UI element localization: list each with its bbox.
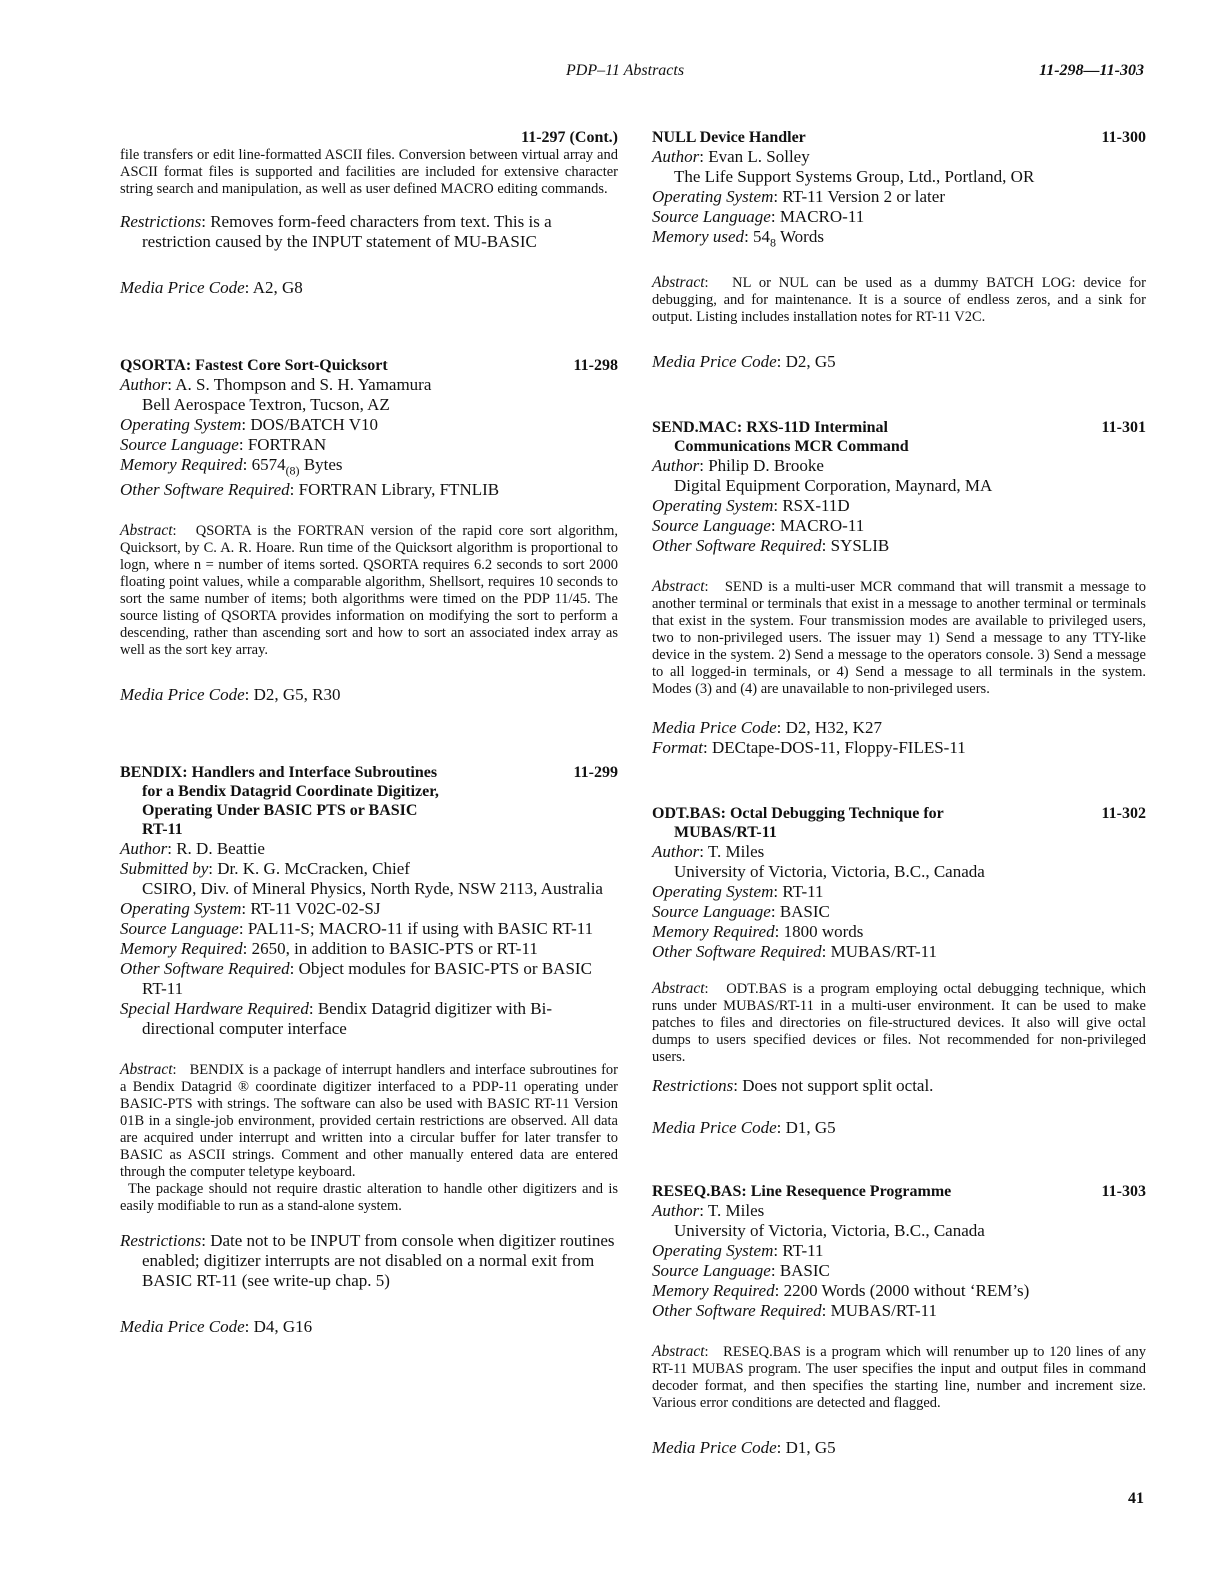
mem-value: 1800 words	[783, 922, 864, 942]
restrictions-label: Restrictions	[120, 1231, 202, 1251]
price-label: Media Price Code	[652, 1438, 777, 1458]
media-price-code: Media Price Code: D2, G5	[652, 352, 836, 372]
author: Author: A. S. Thompson and S. H. Yamamura	[120, 375, 432, 394]
os-label: Operating System	[652, 882, 774, 902]
mem-value: 54	[753, 227, 771, 246]
abstract-text: BENDIX is a package of interrupt handlers and interface subroutines for a Bendix Datagrid ® coordinate digitizer interfaced to a PDP-11 operating under BASIC-PTS with strings. The software can also be used with BASIC RT-11 Version 01B in a single-job environment, provided certain restrictions are observed. All data are acquired under interrupt and written into a circular buffer for later transfer to BASIC as ASCII strings. Comment and other manually entered data are entered through the computer teletype keyboard.	[120, 1062, 618, 1181]
os-label: Operating System	[120, 899, 242, 919]
os-label: Operating System	[652, 187, 774, 206]
abstract-label: Abstract	[120, 1061, 173, 1079]
other-software: Other Software Required: Object modules for BASIC-PTS or BASIC RT-11	[120, 959, 592, 999]
entry-number: 11-303	[1101, 1183, 1146, 1201]
memory-required: Memory Required: $6574_{(8)}$ Bytes	[120, 455, 343, 478]
entry-number: 11-301	[1101, 419, 1146, 437]
entry-title	[120, 763, 540, 839]
operating-system: Operating System: RSX-11D	[652, 496, 850, 516]
abstract-text: ODT.BAS is a program employing octal debugging technique, which runs under MUBAS/RT-11 in a multi-user environment. It can be used to make patches to files and directories on file-structured devices. It also will give octal dumps to users specified devices or files. Not recommended for non-privileged users.	[652, 981, 1147, 1066]
other-software: Other Software Required: MUBAS/RT-11	[652, 942, 938, 962]
entry-title: RESEQ.BAS: Line Resequence Programme	[652, 1183, 952, 1201]
other-sw-label: Other Software Required	[652, 536, 822, 556]
running-head-range: 11-298—11-303	[1039, 62, 1144, 79]
media-price-code: Media Price Code: D4, G16	[120, 1317, 313, 1337]
abstract-text: NL or NUL can be used as a dummy BATCH LOG: device for debugging, and for maintenance. It is a source of endless zeros, and a sink for output. Listing includes installation notes for RT-11 V2C.	[652, 275, 1147, 326]
mem-label: Memory used	[652, 227, 745, 246]
lang-label: Source Language	[120, 919, 239, 939]
entry-11-303	[652, 1182, 1146, 1458]
os-label: Operating System	[120, 415, 242, 434]
os-value: RT-11 V02C-02-SJ	[250, 899, 381, 919]
other-sw-value: FORTRAN Library, FTNLIB	[298, 480, 500, 500]
other-sw-label: Other Software Required	[652, 1301, 822, 1321]
mem-label: Memory Required	[652, 1281, 775, 1301]
affiliation: Digital Equipment Corporation, Maynard, MA	[674, 476, 993, 496]
other-sw-value: SYSLIB	[830, 536, 890, 556]
author: Author: T. Miles	[652, 842, 765, 862]
lang-value: BASIC	[779, 902, 830, 922]
source-language: Source Language: FORTRAN	[120, 435, 327, 454]
price-label: Media Price Code	[120, 278, 245, 297]
os-value: RT-11	[782, 1241, 824, 1261]
restrictions-label: Restrictions	[120, 212, 202, 231]
source-language: Source Language: BASIC	[652, 902, 830, 922]
format: Format: DECtape-DOS-11, Floppy-FILES-11	[652, 738, 966, 758]
entry-number: 11-302	[1101, 805, 1146, 823]
media-price-code: Media Price Code: D2, H32, K27	[652, 718, 882, 738]
abstract-label: Abstract	[652, 1343, 705, 1361]
author-label: Author	[652, 842, 700, 862]
source-language: Source Language: MACRO-11	[652, 207, 865, 226]
author-label: Author	[652, 456, 700, 476]
price-label: Media Price Code	[652, 718, 777, 738]
os-value: RSX-11D	[782, 496, 850, 516]
entry-title: NULL Device Handler	[652, 129, 806, 146]
other-sw-value: Object modules for BASIC-PTS or BASIC RT-11	[142, 959, 592, 999]
running-head-title: PDP–11 Abstracts	[566, 62, 685, 79]
restrictions: Restrictions: Date not to be INPUT from console when digitizer routines enabled; digitizer interrupts are not disabled on a normal exit from BASIC RT-11 (see write-up chap. 5)	[120, 1231, 615, 1291]
operating-system: Operating System: RT-11 V02C-02-SJ	[120, 899, 381, 919]
source-language: Source Language: MACRO-11	[652, 516, 865, 536]
entry-title: QSORTA: Fastest Core Sort-Quicksort	[120, 357, 388, 374]
memory-required: Memory Required: 2650, in addition to BASIC-PTS or RT-11	[120, 939, 538, 959]
title-line-4: RT-11	[142, 821, 183, 839]
title-line-2: Communications MCR Command	[674, 438, 909, 456]
mem-value: 2200 Words (2000 without ‘REM’s)	[783, 1281, 1030, 1301]
title-line-1: BENDIX: Handlers and Interface Subroutines	[120, 764, 438, 782]
entry-11-297-cont	[120, 128, 618, 298]
memory-required: Memory Required: 1800 words	[652, 922, 864, 942]
author: Author: Evan L. Solley	[652, 147, 810, 166]
title-line-3: Operating Under BASIC PTS or BASIC	[142, 802, 418, 820]
special-hw-label: Special Hardware Required	[120, 999, 309, 1019]
submitted-label: Submitted by	[120, 859, 209, 879]
operating-system: Operating System: RT-11	[652, 882, 824, 902]
mem-subscript: (8)	[285, 463, 300, 478]
abstract-text: QSORTA is the FORTRAN version of the rapid core sort algorithm, Quicksort, by C. A. R. Hoare. Run time of the Quicksort algorithm is proportional to logn, where n = number of items sorted. QSORTA requires 6.2 seconds to sort 2000 floating point values, while a comparable algorithm, Shellsort, requires 10 seconds to sort the same number of items; both algorithms were timed on the PDP 11/45. The source listing of QSORTA provides information on modifying the sort to perform a descending, rather than ascending sort and how to sort an associated index array as well as the sort key array.	[120, 523, 618, 659]
author-label: Author	[652, 147, 700, 166]
os-label: Operating System	[652, 1241, 774, 1261]
special-hw-value: Bendix Datagrid digitizer with Bi-directional computer interface	[142, 999, 553, 1039]
abstract: Abstract: ODT.BAS is a program employing octal debugging technique, which runs under MUBAS/RT-11 in a multi-user environment. It can be used to make patches to files and directories on file-structured devices. It also will give octal dumps to users specified devices or files. Not recommended for non-privileged users.	[652, 980, 1147, 1066]
author-label: Author	[120, 375, 168, 394]
format-value: DECtape-DOS-11, Floppy-FILES-11	[711, 738, 966, 758]
abstract: Abstract: QSORTA is the FORTRAN version of the rapid core sort algorithm, Quicksort, by C. A. R. Hoare. Run time of the Quicksort algorithm is proportional to logn, where n = number of items sorted. QSORTA requires 6.2 seconds to sort 2000 floating point values, while a comparable algorithm, Shellsort, requires 10 seconds to sort the same number of items; both algorithms were timed on the PDP 11/45. The source listing of QSORTA provides information on modifying the sort to perform a descending, rather than ascending sort and how to sort an associated index array as well as the sort key array.	[120, 522, 618, 659]
restrictions: Restrictions: Removes form-feed characters from text. This is a restriction caused by the INPUT statement of MU-BASIC	[120, 212, 552, 251]
entry-11-300	[652, 128, 1146, 372]
restrictions-text: Date not to be INPUT from console when digitizer routines enabled; digitizer interrupts are not disabled on a normal exit from BASIC RT-11 (see write-up chap. 5)	[142, 1231, 615, 1291]
restrictions: Restrictions: Does not support split octal.	[652, 1076, 934, 1096]
price-value: D2, G5	[785, 352, 836, 372]
author-value: T. Miles	[707, 1201, 765, 1221]
affiliation: Bell Aerospace Textron, Tucson, AZ	[142, 395, 390, 414]
price-label: Media Price Code	[652, 1118, 777, 1138]
mem-unit: Bytes	[303, 455, 343, 474]
format-label: Format	[652, 738, 703, 758]
os-value: RT-11	[782, 882, 824, 902]
lang-value: PAL11-S; MACRO-11 if using with BASIC RT-11	[247, 919, 594, 939]
mem-value: 6574	[251, 455, 286, 474]
affiliation: University of Victoria, Victoria, B.C., Canada	[674, 1221, 985, 1241]
abstract-text: RESEQ.BAS is a program which will renumber up to 120 lines of any RT-11 MUBAS program. The user specifies the input and output files in command decoder format, and then specifies the starting line, number and increment size. Various error conditions are detected and flagged.	[652, 1344, 1146, 1412]
abstract-label: Abstract	[652, 578, 705, 596]
price-label: Media Price Code	[120, 685, 245, 705]
author: Author: R. D. Beattie	[120, 839, 265, 859]
mem-label: Memory Required	[652, 922, 775, 942]
abstract: Abstract: RESEQ.BAS is a program which will renumber up to 120 lines of any RT-11 MUBAS program. The user specifies the input and output files in command decoder format, and then specifies the starting line, number and increment size. Various error conditions are detected and flagged.	[652, 1343, 1146, 1412]
entry-title	[652, 418, 1052, 456]
entry-number: 11-299	[573, 764, 618, 782]
author: Author: Philip D. Brooke	[652, 456, 824, 476]
lang-value: BASIC	[779, 1261, 830, 1281]
special-hardware: Special Hardware Required: Bendix Datagrid digitizer with Bi-directional computer interface	[120, 999, 553, 1039]
os-label: Operating System	[652, 496, 774, 516]
price-value: D2, G5, R30	[253, 685, 341, 705]
entry-11-298	[120, 356, 618, 705]
price-value: D1, G5	[785, 1438, 836, 1458]
operating-system: Operating System: DOS/BATCH V10	[120, 415, 379, 434]
price-value: D2, H32, K27	[785, 718, 882, 738]
media-price-code: Media Price Code: A2, G8	[120, 278, 303, 297]
media-price-code: Media Price Code: D1, G5	[652, 1438, 836, 1458]
affiliation: CSIRO, Div. of Mineral Physics, North Ryde, NSW 2113, Australia	[142, 879, 603, 899]
abstract-text: SEND is a multi-user MCR command that will transmit a message to another terminal or terminals that exist in a message to another terminal or terminals that exist in the system. Four transmission modes are available to privileged users, two to non-privileged users. The issuer may 1) Send a message to any TTY-like device in the system. 2) Send a message to the operators console. 3) Send a message to all logged-in terminals, or 4) Send a message to all terminals in the system. Modes (3) and (4) are unavailable to non-privileged users.	[652, 579, 1146, 698]
entry-number: 11-300	[1101, 129, 1146, 146]
page-number: 41	[1128, 1490, 1144, 1507]
title-line-2: MUBAS/RT-11	[674, 824, 777, 842]
author-value: Philip D. Brooke	[708, 456, 824, 476]
other-sw-label: Other Software Required	[120, 480, 290, 500]
price-value: A2, G8	[252, 278, 303, 297]
entry-title	[652, 804, 1052, 842]
price-label: Media Price Code	[120, 1317, 245, 1337]
os-value: DOS/BATCH V10	[250, 415, 379, 434]
abstract-text-2: The package should not require drastic alteration to handle other digitizers and is easily modifiable to run as a stand-alone system.	[120, 1181, 618, 1215]
memory-used: Memory used: $54_8$ Words	[652, 227, 824, 250]
lang-label: Source Language	[652, 902, 771, 922]
title-line-1: ODT.BAS: Octal Debugging Technique for	[652, 805, 944, 823]
entry-11-301	[652, 418, 1146, 758]
lang-label: Source Language	[652, 516, 771, 536]
restrictions-text: Removes form-feed characters from text. This is a restriction caused by the INPUT statement of MU-BASIC	[142, 212, 552, 251]
entry-11-299	[120, 763, 618, 1337]
lang-value: MACRO-11	[779, 516, 865, 536]
title-line-1: SEND.MAC: RXS-11D Interminal	[652, 419, 888, 437]
mem-label: Memory Required	[120, 939, 243, 959]
mem-value: 2650, in addition to BASIC-PTS or RT-11	[251, 939, 538, 959]
mem-subscript: 8	[770, 235, 777, 250]
operating-system: Operating System: RT-11	[652, 1241, 824, 1261]
mem-unit: Words	[780, 227, 824, 246]
lang-label: Source Language	[652, 1261, 771, 1281]
continued-text: file transfers or edit line-formatted ASCII files. Conversion between virtual array and ASCII format files is supported and facilities are included for extensive character string search and manipulation, as well as user defined MACRO editing commands.	[120, 147, 618, 197]
mem-label: Memory Required	[120, 455, 243, 474]
entry-number: 11-298	[573, 357, 618, 374]
media-price-code: Media Price Code: D2, G5, R30	[120, 685, 341, 705]
other-sw-value: MUBAS/RT-11	[830, 1301, 938, 1321]
affiliation: The Life Support Systems Group, Ltd., Portland, OR	[674, 167, 1035, 186]
lang-value: MACRO-11	[779, 207, 865, 226]
memory-required: Memory Required: 2200 Words (2000 without ‘REM’s)	[652, 1281, 1030, 1301]
title-line-2: for a Bendix Datagrid Coordinate Digitizer,	[142, 783, 439, 801]
lang-value: FORTRAN	[247, 435, 327, 454]
other-software: Other Software Required: SYSLIB	[652, 536, 890, 556]
author-label: Author	[652, 1201, 700, 1221]
abstract: Abstract: SEND is a multi-user MCR command that will transmit a message to another terminal or terminals that exist in a message to another terminal or terminals that exist in the system. Four transmission modes are available to privileged users, two to non-privileged users. The issuer may 1) Send a message to any TTY-like device in the system. 2) Send a message to the operators console. 3) Send a message to all logged-in terminals, or 4) Send a message to all terminals in the system. Modes (3) and (4) are unavailable to non-privileged users.	[652, 578, 1146, 698]
author: Author: T. Miles	[652, 1201, 765, 1221]
operating-system: Operating System: RT-11 Version 2 or later	[652, 187, 945, 206]
media-price-code: Media Price Code: D1, G5	[652, 1118, 836, 1138]
abstract: Abstract: BENDIX is a package of interrupt handlers and interface subroutines for a Bendix Datagrid ® coordinate digitizer interfaced to a PDP-11 operating under BASIC-PTS with strings. The software can also be used with BASIC RT-11 Version 01B in a single-job environment, provided certain restrictions are observed. All data are acquired under interrupt and written into a circular buffer for later transfer to BASIC as ASCII strings. Comment and other manually entered data are entered through the computer teletype keyboard. The package should not require drastic alteration to handle other digitizers and is easily modifiable to run as a stand-alone system.	[120, 1061, 618, 1215]
other-software: Other Software Required: MUBAS/RT-11	[652, 1301, 938, 1321]
abstract-label: Abstract	[120, 522, 173, 540]
source-language: Source Language: PAL11-S; MACRO-11 if using with BASIC RT-11	[120, 919, 594, 939]
lang-label: Source Language	[652, 207, 771, 226]
other-sw-label: Other Software Required	[120, 959, 290, 979]
author-label: Author	[120, 839, 168, 859]
other-sw-label: Other Software Required	[652, 942, 822, 962]
abstract-label: Abstract	[652, 274, 705, 292]
right-column	[652, 128, 1146, 1458]
other-software: Other Software Required: FORTRAN Library, FTNLIB	[120, 480, 500, 500]
author-value: T. Miles	[707, 842, 765, 862]
restrictions-label: Restrictions	[652, 1076, 734, 1096]
submitted-value: Dr. K. G. McCracken, Chief	[217, 859, 410, 879]
price-label: Media Price Code	[652, 352, 777, 372]
author-value: Evan L. Solley	[708, 147, 810, 166]
os-value: RT-11 Version 2 or later	[782, 187, 945, 206]
author-value: A. S. Thompson and S. H. Yamamura	[175, 375, 432, 394]
abstract: Abstract: NL or NUL can be used as a dummy BATCH LOG: device for debugging, and for maintenance. It is a source of endless zeros, and a sink for output. Listing includes installation notes for RT-11 V2C.	[652, 274, 1147, 326]
restrictions-text: Does not support split octal.	[742, 1076, 934, 1096]
entry-number: 11-297 (Cont.)	[521, 129, 618, 146]
left-column	[120, 128, 618, 1337]
affiliation: University of Victoria, Victoria, B.C., Canada	[674, 862, 985, 882]
entry-11-302	[652, 804, 1146, 1138]
submitted-by: Submitted by: Dr. K. G. McCracken, Chief	[120, 859, 410, 879]
running-head	[0, 62, 1224, 84]
lang-label: Source Language	[120, 435, 239, 454]
author-value: R. D. Beattie	[176, 839, 265, 859]
price-value: D4, G16	[253, 1317, 313, 1337]
other-sw-value: MUBAS/RT-11	[830, 942, 938, 962]
price-value: D1, G5	[785, 1118, 836, 1138]
abstract-label: Abstract	[652, 980, 705, 998]
source-language: Source Language: BASIC	[652, 1261, 830, 1281]
